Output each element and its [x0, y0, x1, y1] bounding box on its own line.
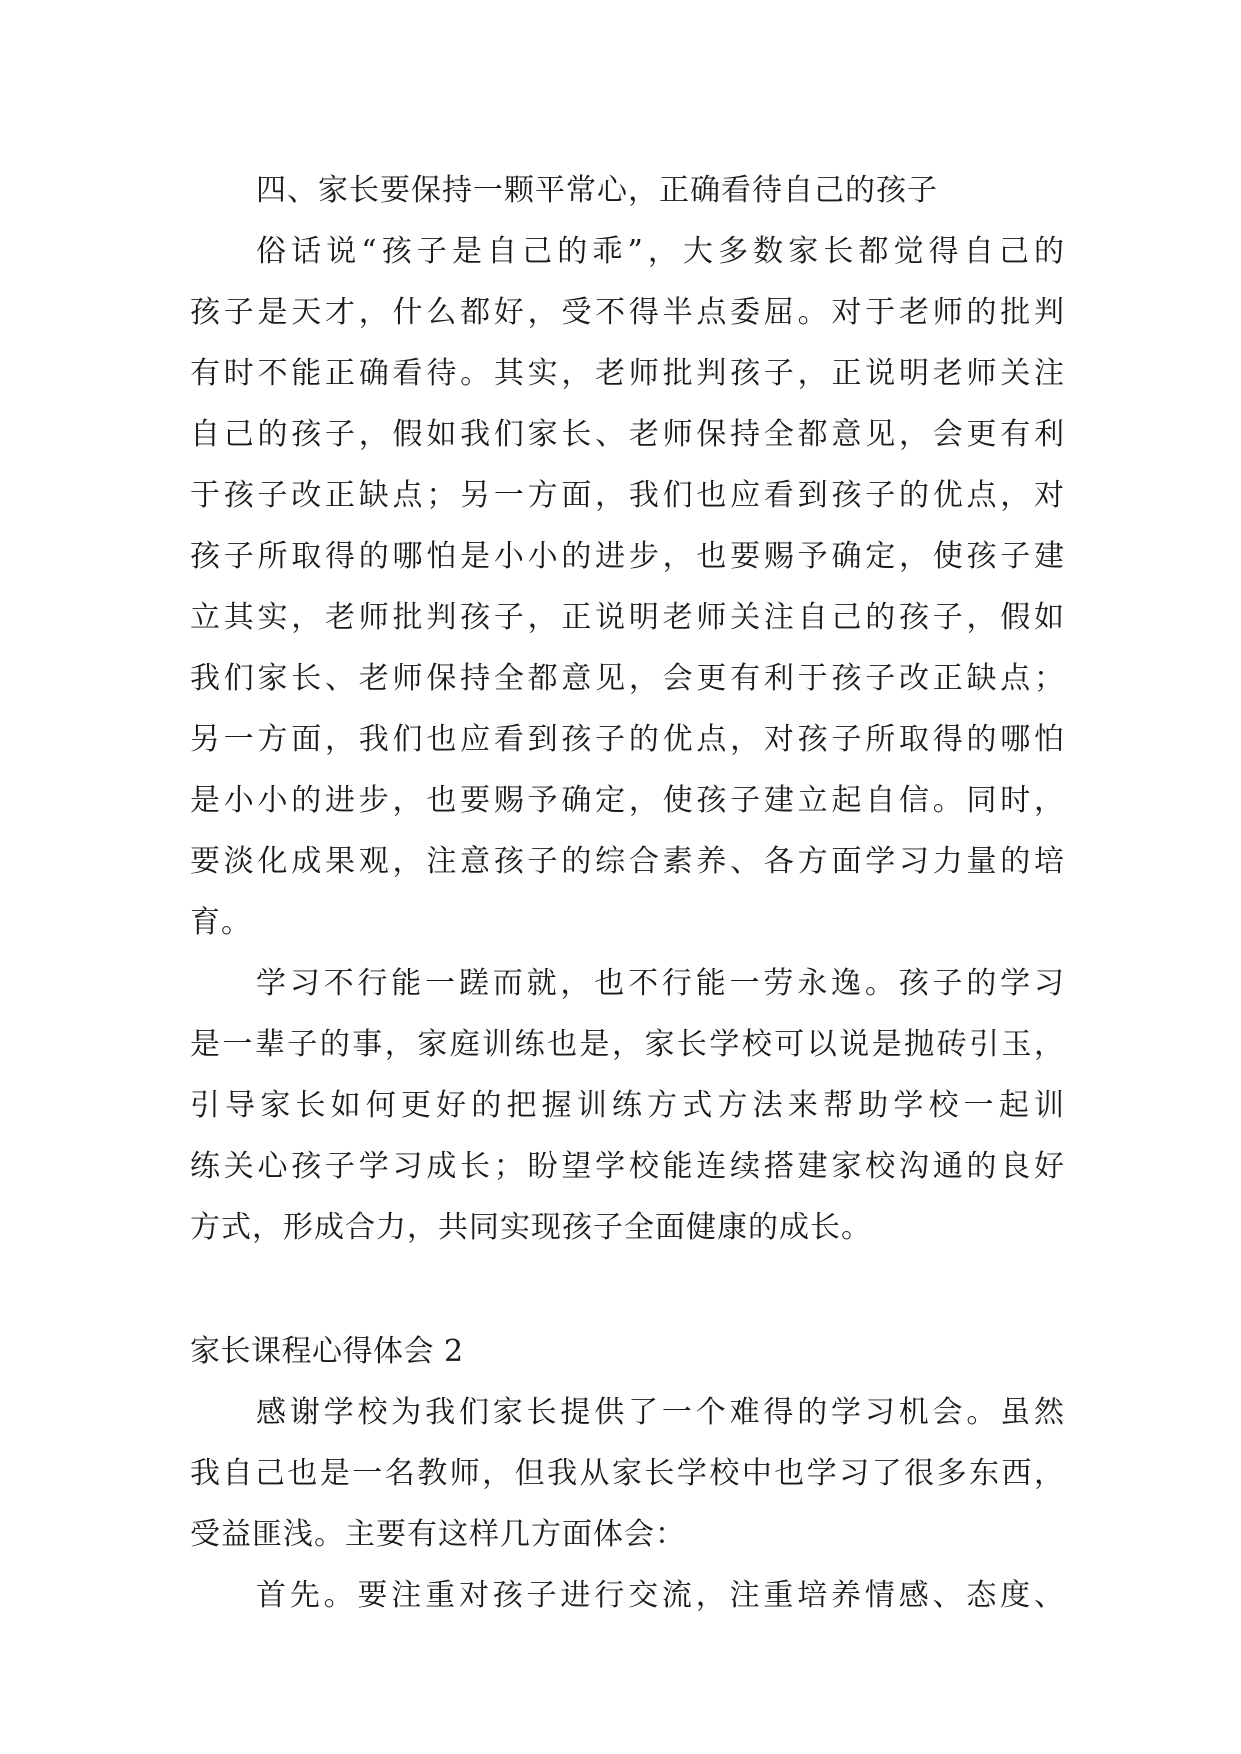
paragraph-line: 要淡化成果观，注意孩子的综合素养、各方面学习力量的培 — [190, 844, 1065, 879]
paragraph-line: 是一辈子的事，家庭训练也是，家长学校可以说是抛砖引玉， — [190, 1027, 1065, 1062]
document-body — [190, 160, 1065, 1626]
paragraph-line: 受益匪浅。主要有这样几方面体会： — [190, 1517, 686, 1552]
paragraph-line: 引导家长如何更好的把握训练方式方法来帮助学校一起训 — [190, 1088, 1065, 1123]
paragraph-line: 感谢学校为我们家长提供了一个难得的学习机会。虽然 — [256, 1395, 1065, 1430]
paragraph-line: 首先。要注重对孩子进行交流，注重培养情感、态度、 — [256, 1578, 1065, 1613]
paragraph-line: 练关心孩子学习成长；盼望学校能连续搭建家校沟通的良好 — [190, 1149, 1065, 1184]
paragraph-line: 有时不能正确看待。其实，老师批判孩子，正说明老师关注 — [190, 356, 1065, 391]
paragraph-line: 方式，形成合力，共同实现孩子全面健康的成长。 — [190, 1210, 872, 1245]
paragraph-line: 另一方面，我们也应看到孩子的优点，对孩子所取得的哪怕 — [190, 722, 1065, 757]
paragraph-line: 立其实，老师批判孩子，正说明老师关注自己的孩子，假如 — [190, 600, 1065, 635]
paragraph-line: 俗话说“孩子是自己的乖”，大多数家长都觉得自己的 — [256, 234, 1065, 269]
section-spacer — [190, 1258, 1065, 1321]
article-heading: 家长课程心得体会 2 — [190, 1334, 464, 1369]
paragraph-line: 孩子所取得的哪怕是小小的进步，也要赐予确定，使孩子建 — [190, 539, 1065, 574]
paragraph-line: 是小小的进步，也要赐予确定，使孩子建立起自信。同时， — [190, 783, 1065, 818]
paragraph-line: 我们家长、老师保持全都意见，会更有利于孩子改正缺点； — [190, 661, 1065, 696]
paragraph-line: 于孩子改正缺点；另一方面，我们也应看到孩子的优点，对 — [190, 478, 1065, 513]
paragraph-line: 我自己也是一名教师，但我从家长学校中也学习了很多东西， — [190, 1456, 1065, 1491]
section-title: 四、家长要保持一颗平常心，正确看待自己的孩子 — [256, 173, 938, 208]
paragraph-line: 学习不行能一蹉而就，也不行能一劳永逸。孩子的学习 — [256, 966, 1065, 1001]
paragraph-line: 育。 — [190, 905, 252, 940]
paragraph-line: 自己的孩子，假如我们家长、老师保持全都意见，会更有利 — [190, 417, 1065, 452]
paragraph-line: 孩子是天才，什么都好，受不得半点委屈。对于老师的批判 — [190, 295, 1065, 330]
